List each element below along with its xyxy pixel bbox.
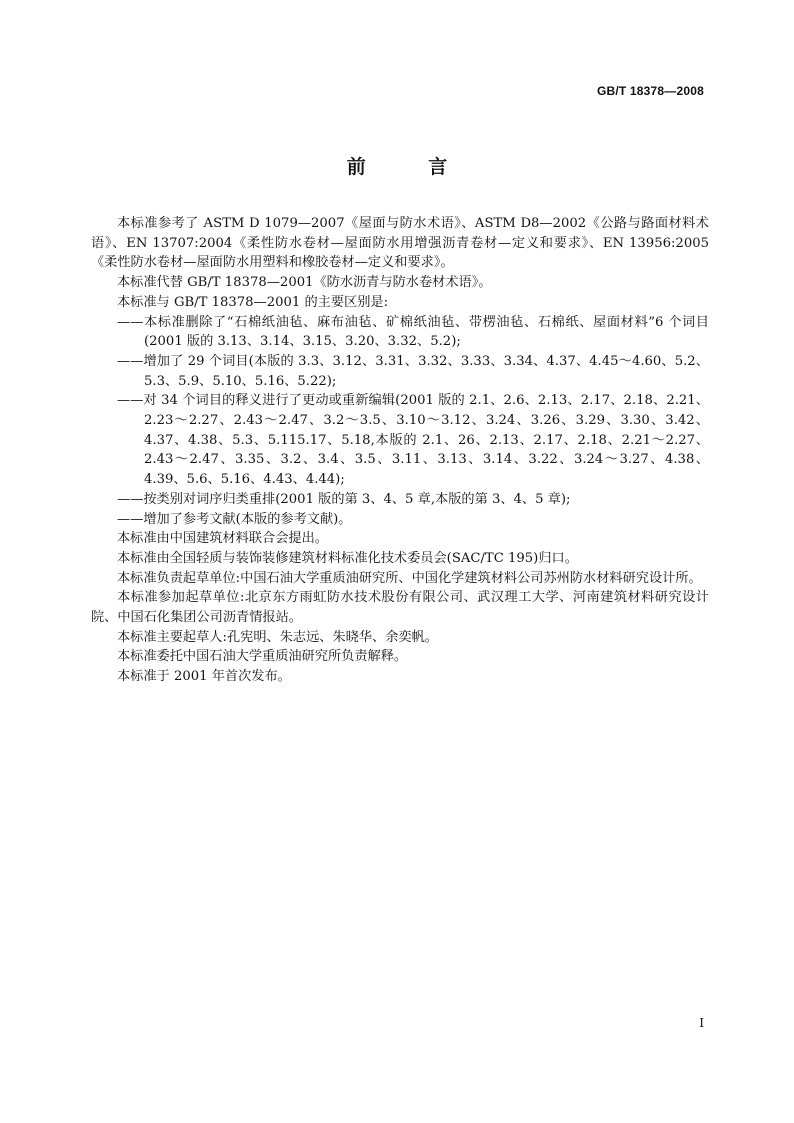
paragraph-first-release: 本标准于 2001 年首次发布。 [117, 669, 291, 685]
list-item: ——本标准删除了“石棉纸油毡、麻布油毡、矿棉纸油毡、带楞油毡、石棉纸、屋面材料”6 个词目(2001 版的 3.13、3.14、3.15、3.20、3.32、5.2); [117, 314, 709, 350]
paragraph-under-jurisdiction: 本标准由全国轻质与装饰装修建筑材料标准化技术委员会(SAC/TC 195)归口。 [117, 550, 578, 566]
paragraph-main-differences: 本标准与 GB/T 18378—2001 的主要区别是: [117, 294, 389, 310]
foreword-body [91, 214, 709, 687]
paragraph-responsible-drafter: 本标准负责起草单位:中国石油大学重质油研究所、中国化学建筑材料公司苏州防水材料研究设计所。 [117, 570, 702, 586]
paragraph-reference-standards: 本标准参考了 ASTM D 1079—2007《屋面与防水术语》、ASTM D8—2002《公路与路面材料术语》、EN 13707:2004《柔性防水卷材—屋面防水用增强沥青卷材—定义和要求》、EN 13956:2005《柔性防水卷材—屋面防水用塑料和橡胶卷材—定义和要求》。 [91, 216, 709, 271]
paragraph-replaces: 本标准代替 GB/T 18378—2001《防水沥青与防水卷材术语》。 [117, 275, 492, 291]
list-item: ——增加了参考文献(本版的参考文献)。 [117, 511, 352, 527]
paragraph-participating-drafters: 本标准参加起草单位:北京东方雨虹防水技术股份有限公司、武汉理工大学、河南建筑材料研究设计院、中国石化集团公司沥青情报站。 [91, 590, 709, 626]
paragraph-main-drafters: 本标准主要起草人:孔宪明、朱志远、朱晓华、余奕帆。 [117, 629, 438, 645]
list-item: ——按类别对词序归类重排(2001 版的第 3、4、5 章,本版的第 3、4、5 章); [117, 491, 571, 507]
standard-code: GB/T 18378—2008 [596, 84, 704, 98]
list-item: ——增加了 29 个词目(本版的 3.3、3.12、3.31、3.32、3.33、3.34、4.37、4.45～4.60、5.2、5.3、5.9、5.10、5.16、5.22); [117, 353, 709, 389]
paragraph-proposed-by: 本标准由中国建筑材料联合会提出。 [117, 531, 328, 547]
page-title: 前 言 [346, 156, 476, 178]
paragraph-interpretation: 本标准委托中国石油大学重质油研究所负责解释。 [117, 649, 408, 665]
page-number: I [699, 1016, 704, 1030]
list-item: ——对 34 个词目的释义进行了更动或重新编辑(2001 版的 2.1、2.6、2.13、2.17、2.18、2.21、2.23～2.27、2.43～2.47、3.2～3.5、3.10～3.12、3.24、3.26、3.29、3.30、3.42、4.37、4.38、5.3、5.115.17、5.18,本版的 2.1、26、2.13、2.17、2.18、2.21～2.27、2.43～2.47、3.35、3.2、3.4、3.5、3.11、3.13、3.14、3.22、3.24～3.27、4.38、4.39、5.6、5.16、4.43、4.44); [117, 393, 709, 488]
